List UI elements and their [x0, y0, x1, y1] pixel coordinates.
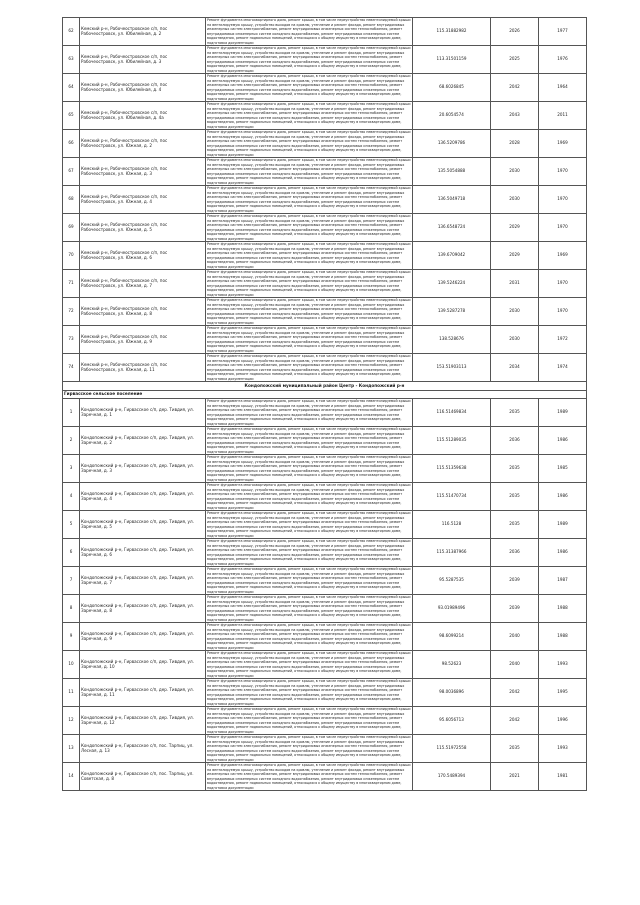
house-area: 115.51359638 — [413, 455, 491, 483]
repair-year: 2035 — [491, 455, 539, 483]
repair-year: 2025 — [491, 46, 539, 74]
build-year: 1988 — [539, 595, 587, 623]
table-row — [63, 242, 587, 270]
repair-year: 2036 — [491, 427, 539, 455]
house-area: 68.6026845 — [413, 74, 491, 102]
table-row — [63, 130, 587, 158]
table-row — [63, 483, 587, 511]
table-row — [63, 455, 587, 483]
table-row — [63, 102, 587, 130]
row-number: 72 — [63, 298, 80, 326]
build-year: 1989 — [539, 511, 587, 539]
repair-works: Ремонт фундамента многоквартирного дома, ремонт крыши, в том числе переустройство невентилируемой крыши на вентилируемую крышу, устройство выходов на кровлю, утепление и ремонт фасада, ремонт внутридомовых инженерных систем электроснабжения, ремонт внутридомовых инженерных систем теплоснабжения, ремонт внутридомовых инженерных систем холодного водоснабжения, ремонт внутридомовых инженерных систем водоотведения, ремонт подвальных помещений, относящихся к общему имуществу в многоквартирном доме, подготовка документации — [206, 567, 413, 595]
build-year: 1996 — [539, 707, 587, 735]
repair-works: Ремонт фундамента многоквартирного дома, ремонт крыши, в том числе переустройство невентилируемой крыши на вентилируемую крышу, устройство выходов на кровлю, утепление и ремонт фасада, ремонт внутридомовых инженерных систем электроснабжения, ремонт внутридомовых инженерных систем теплоснабжения, ремонт внутридомовых инженерных систем холодного водоснабжения, ремонт внутридомовых инженерных систем водоотведения, ремонт подвальных помещений, относящихся к общему имуществу в многоквартирном доме, подготовка документации — [206, 455, 413, 483]
row-number: 12 — [63, 707, 80, 735]
house-area: 139.5287278 — [413, 298, 491, 326]
house-area: 116.51469834 — [413, 399, 491, 427]
repair-works: Ремонт фундамента многоквартирного дома, ремонт крыши, в том числе переустройство невентилируемой крыши на вентилируемую крышу, устройство выходов на кровлю, утепление и ремонт фасада, ремонт внутридомовых инженерных систем электроснабжения, ремонт внутридомовых инженерных систем теплоснабжения, ремонт внутридомовых инженерных систем холодного водоснабжения, ремонт внутридомовых инженерных систем водоотведения, ремонт подвальных помещений, относящихся к общему имуществу в многоквартирном доме, подготовка документации — [206, 707, 413, 735]
build-year: 1993 — [539, 651, 587, 679]
repair-works: Ремонт фундамента многоквартирного дома, ремонт крыши, в том числе переустройство невентилируемой крыши на вентилируемую крышу, устройство выходов на кровлю, утепление и ремонт фасада, ремонт внутридомовых инженерных систем электроснабжения, ремонт внутридомовых инженерных систем теплоснабжения, ремонт внутридомовых инженерных систем холодного водоснабжения, ремонт внутридомовых инженерных систем водоотведения, ремонт подвальных помещений, относящихся к общему имуществу в многоквартирном доме, подготовка документации — [206, 595, 413, 623]
house-area: 136.5209786 — [413, 130, 491, 158]
repair-works: Ремонт фундамента многоквартирного дома, ремонт крыши, в том числе переустройство невентилируемой крыши на вентилируемую крышу, устройство выходов на кровлю, утепление и ремонт фасада, ремонт внутридомовых инженерных систем электроснабжения, ремонт внутридомовых инженерных систем теплоснабжения, ремонт внутридомовых инженерных систем холодного водоснабжения, ремонт внутридомовых инженерных систем водоотведения, ремонт подвальных помещений, относящихся к общему имуществу в многоквартирном доме, подготовка документации — [206, 427, 413, 455]
build-year: 1970 — [539, 270, 587, 298]
row-number: 73 — [63, 326, 80, 354]
row-number: 70 — [63, 242, 80, 270]
house-area: 20.6054574 — [413, 102, 491, 130]
row-number: 3 — [63, 455, 80, 483]
table-row — [63, 539, 587, 567]
house-area: 95.6056713 — [413, 707, 491, 735]
repair-works: Ремонт фундамента многоквартирного дома, ремонт крыши, в том числе переустройство невентилируемой крыши на вентилируемую крышу, устройство выходов на кровлю, утепление и ремонт фасада, ремонт внутридомовых инженерных систем электроснабжения, ремонт внутридомовых инженерных систем теплоснабжения, ремонт внутридомовых инженерных систем холодного водоснабжения, ремонт внутридомовых инженерных систем водоотведения, ремонт подвальных помещений, относящихся к общему имуществу в многоквартирном доме, подготовка документации — [206, 354, 413, 382]
house-address: Кондопожский р-н, Гирвасское с/п, дер. Тивдия, ул. Заречная, д. 4 — [80, 483, 206, 511]
build-year: 1972 — [539, 326, 587, 354]
row-number: 69 — [63, 214, 80, 242]
house-address: Кемский р-н, Рабочеостровское с/п, пос Рабочеостровск, ул. Южная, д. 4 — [80, 186, 206, 214]
table-row — [63, 763, 587, 791]
build-year: 1986 — [539, 483, 587, 511]
repair-works: Ремонт фундамента многоквартирного дома, ремонт крыши, в том числе переустройство невентилируемой крыши на вентилируемую крышу, устройство выходов на кровлю, утепление и ремонт фасада, ремонт внутридомовых инженерных систем электроснабжения, ремонт внутридомовых инженерных систем теплоснабжения, ремонт внутридомовых инженерных систем холодного водоснабжения, ремонт внутридомовых инженерных систем водоотведения, ремонт подвальных помещений, относящихся к общему имуществу в многоквартирном доме, подготовка документации — [206, 623, 413, 651]
build-year: 1976 — [539, 46, 587, 74]
row-number: 11 — [63, 679, 80, 707]
build-year: 1993 — [539, 735, 587, 763]
build-year: 1995 — [539, 679, 587, 707]
repair-works: Ремонт фундамента многоквартирного дома, ремонт крыши, в том числе переустройство невентилируемой крыши на вентилируемую крышу, устройство выходов на кровлю, утепление и ремонт фасада, ремонт внутридомовых инженерных систем электроснабжения, ремонт внутридомовых инженерных систем теплоснабжения, ремонт внутридомовых инженерных систем холодного водоснабжения, ремонт внутридомовых инженерных систем водоотведения, ремонт подвальных помещений, относящихся к общему имуществу в многоквартирном доме, подготовка документации — [206, 46, 413, 74]
row-number: 1 — [63, 399, 80, 427]
build-year: 1986 — [539, 427, 587, 455]
house-address: Кемский р-н, Рабочеостровское с/п, пос Рабочеостровск, ул. Южная, д. 3 — [80, 158, 206, 186]
subsection-header-row — [63, 391, 587, 399]
row-number: 67 — [63, 158, 80, 186]
house-area: 139.6709042 — [413, 242, 491, 270]
house-address: Кондопожский р-н, Гирвасское с/п, дер. Тивдия, ул. Заречная, д. 1 — [80, 399, 206, 427]
repair-works: Ремонт фундамента многоквартирного дома, ремонт крыши, в том числе переустройство невентилируемой крыши на вентилируемую крышу, устройство выходов на кровлю, утепление и ремонт фасада, ремонт внутридомовых инженерных систем электроснабжения, ремонт внутридомовых инженерных систем теплоснабжения, ремонт внутридомовых инженерных систем холодного водоснабжения, ремонт внутридомовых инженерных систем водоотведения, ремонт подвальных помещений, относящихся к общему имуществу в многоквартирном доме, подготовка документации — [206, 74, 413, 102]
repair-year: 2035 — [491, 483, 539, 511]
table-group-kemsky — [63, 18, 587, 382]
table-row — [63, 186, 587, 214]
repair-year: 2035 — [491, 511, 539, 539]
row-number: 4 — [63, 483, 80, 511]
row-number: 8 — [63, 595, 80, 623]
row-number: 13 — [63, 735, 80, 763]
house-address: Кондопожский р-н, Гирвасское с/п, дер. Тивдия, ул. Заречная, д. 2 — [80, 427, 206, 455]
repair-works: Ремонт фундамента многоквартирного дома, ремонт крыши, в том числе переустройство невентилируемой крыши на вентилируемую крышу, устройство выходов на кровлю, утепление и ремонт фасада, ремонт внутридомовых инженерных систем электроснабжения, ремонт внутридомовых инженерных систем теплоснабжения, ремонт внутридомовых инженерных систем холодного водоснабжения, ремонт внутридомовых инженерных систем водоотведения, ремонт подвальных помещений, относящихся к общему имуществу в многоквартирном доме, подготовка документации — [206, 679, 413, 707]
repair-works: Ремонт фундамента многоквартирного дома, ремонт крыши, в том числе переустройство невентилируемой крыши на вентилируемую крышу, устройство выходов на кровлю, утепление и ремонт фасада, ремонт внутридомовых инженерных систем электроснабжения, ремонт внутридомовых инженерных систем теплоснабжения, ремонт внутридомовых инженерных систем холодного водоснабжения, ремонт внутридомовых инженерных систем водоотведения, ремонт подвальных помещений, относящихся к общему имуществу в многоквартирном доме, подготовка документации — [206, 326, 413, 354]
table-row — [63, 511, 587, 539]
repair-works: Ремонт фундамента многоквартирного дома, ремонт крыши, в том числе переустройство невентилируемой крыши на вентилируемую крышу, устройство выходов на кровлю, утепление и ремонт фасада, ремонт внутридомовых инженерных систем электроснабжения, ремонт внутридомовых инженерных систем теплоснабжения, ремонт внутридомовых инженерных систем холодного водоснабжения, ремонт внутридомовых инженерных систем водоотведения, ремонт подвальных помещений, относящихся к общему имуществу в многоквартирном доме, подготовка документации — [206, 651, 413, 679]
repair-year: 2042 — [491, 679, 539, 707]
repair-works: Ремонт фундамента многоквартирного дома, ремонт крыши, в том числе переустройство невентилируемой крыши на вентилируемую крышу, устройство выходов на кровлю, утепление и ремонт фасада, ремонт внутридомовых инженерных систем электроснабжения, ремонт внутридомовых инженерных систем теплоснабжения, ремонт внутридомовых инженерных систем холодного водоснабжения, ремонт внутридомовых инженерных систем водоотведения, ремонт подвальных помещений, относящихся к общему имуществу в многоквартирном доме, подготовка документации — [206, 242, 413, 270]
table-row — [63, 399, 587, 427]
build-year: 1981 — [539, 763, 587, 791]
repair-year: 2029 — [491, 214, 539, 242]
repair-works: Ремонт фундамента многоквартирного дома, ремонт крыши, в том числе переустройство невентилируемой крыши на вентилируемую крышу, устройство выходов на кровлю, утепление и ремонт фасада, ремонт внутридомовых инженерных систем электроснабжения, ремонт внутридомовых инженерных систем теплоснабжения, ремонт внутридомовых инженерных систем холодного водоснабжения, ремонт внутридомовых инженерных систем водоотведения, ремонт подвальных помещений, относящихся к общему имуществу в многоквартирном доме, подготовка документации — [206, 511, 413, 539]
repair-works: Ремонт фундамента многоквартирного дома, ремонт крыши, в том числе переустройство невентилируемой крыши на вентилируемую крышу, устройство выходов на кровлю, утепление и ремонт фасада, ремонт внутридомовых инженерных систем электроснабжения, ремонт внутридомовых инженерных систем теплоснабжения, ремонт внутридомовых инженерных систем холодного водоснабжения, ремонт внутридомовых инженерных систем водоотведения, ремонт подвальных помещений, относящихся к общему имуществу в многоквартирном доме, подготовка документации — [206, 298, 413, 326]
house-address: Кондопожский р-н, Гирвасское с/п, дер. Тивдия, ул. Заречная, д. 9 — [80, 623, 206, 651]
house-address: Кондопожский р-н, Гирвасское с/п, дер. Тивдия, ул. Заречная, д. 8 — [80, 595, 206, 623]
table-section-headers — [63, 382, 587, 399]
section-header-row — [63, 382, 587, 391]
build-year: 1970 — [539, 186, 587, 214]
house-area: 136.5049718 — [413, 186, 491, 214]
subsection-title: Гирвасское сельское поселение — [63, 391, 587, 399]
repair-year: 2039 — [491, 595, 539, 623]
repair-year: 2039 — [491, 567, 539, 595]
repair-works: Ремонт фундамента многоквартирного дома, ремонт крыши, в том числе переустройство невентилируемой крыши на вентилируемую крышу, устройство выходов на кровлю, утепление и ремонт фасада, ремонт внутридомовых инженерных систем электроснабжения, ремонт внутридомовых инженерных систем теплоснабжения, ремонт внутридомовых инженерных систем холодного водоснабжения, ремонт внутридомовых инженерных систем водоотведения, ремонт подвальных помещений, относящихся к общему имуществу в многоквартирном доме, подготовка документации — [206, 399, 413, 427]
build-year: 1969 — [539, 242, 587, 270]
repair-works: Ремонт фундамента многоквартирного дома, ремонт крыши, в том числе переустройство невентилируемой крыши на вентилируемую крышу, устройство выходов на кровлю, утепление и ремонт фасада, ремонт внутридомовых инженерных систем электроснабжения, ремонт внутридомовых инженерных систем теплоснабжения, ремонт внутридомовых инженерных систем холодного водоснабжения, ремонт внутридомовых инженерных систем водоотведения, ремонт подвальных помещений, относящихся к общему имуществу в многоквартирном доме, подготовка документации — [206, 102, 413, 130]
house-area: 116.5128 — [413, 511, 491, 539]
repair-year: 2035 — [491, 399, 539, 427]
row-number: 65 — [63, 102, 80, 130]
program-table-page — [62, 17, 586, 791]
row-number: 7 — [63, 567, 80, 595]
house-address: Кондопожский р-н, Гирвасское с/п, дер. Тивдия, ул. Заречная, д. 6 — [80, 539, 206, 567]
repair-works: Ремонт фундамента многоквартирного дома, ремонт крыши, в том числе переустройство невентилируемой крыши на вентилируемую крышу, устройство выходов на кровлю, утепление и ремонт фасада, ремонт внутридомовых инженерных систем электроснабжения, ремонт внутридомовых инженерных систем теплоснабжения, ремонт внутридомовых инженерных систем холодного водоснабжения, ремонт внутридомовых инженерных систем водоотведения, ремонт подвальных помещений, относящихся к общему имуществу в многоквартирном доме, подготовка документации — [206, 130, 413, 158]
house-address: Кемский р-н, Рабочеостровское с/п, пос Рабочеостровск, ул. Южная, д. 2 — [80, 130, 206, 158]
table-row — [63, 326, 587, 354]
build-year: 1986 — [539, 539, 587, 567]
table-row — [63, 679, 587, 707]
repair-year: 2030 — [491, 326, 539, 354]
build-year: 2011 — [539, 102, 587, 130]
house-address: Кондопожский р-н, Гирвасское с/п, дер. Тивдия, ул. Заречная, д. 5 — [80, 511, 206, 539]
build-year: 1987 — [539, 567, 587, 595]
house-address: Кемский р-н, Рабочеостровское с/п, пос Рабочеостровск, ул. Южная, д. 6 — [80, 242, 206, 270]
repair-works: Ремонт фундамента многоквартирного дома, ремонт крыши, в том числе переустройство невентилируемой крыши на вентилируемую крышу, устройство выходов на кровлю, утепление и ремонт фасада, ремонт внутридомовых инженерных систем электроснабжения, ремонт внутридомовых инженерных систем теплоснабжения, ремонт внутридомовых инженерных систем холодного водоснабжения, ремонт внутридомовых инженерных систем водоотведения, ремонт подвальных помещений, относящихся к общему имуществу в многоквартирном доме, подготовка документации — [206, 763, 413, 791]
house-address: Кондопожский р-н, Гирвасское с/п, дер. Тивдия, ул. Заречная, д. 7 — [80, 567, 206, 595]
row-number: 14 — [63, 763, 80, 791]
table-row — [63, 623, 587, 651]
row-number: 66 — [63, 130, 80, 158]
house-area: 98.52623 — [413, 651, 491, 679]
build-year: 1985 — [539, 455, 587, 483]
row-number: 9 — [63, 623, 80, 651]
row-number: 63 — [63, 46, 80, 74]
table-row — [63, 427, 587, 455]
repair-year: 2040 — [491, 651, 539, 679]
house-area: 95.5287535 — [413, 567, 491, 595]
repair-works: Ремонт фундамента многоквартирного дома, ремонт крыши, в том числе переустройство невентилируемой крыши на вентилируемую крышу, устройство выходов на кровлю, утепление и ремонт фасада, ремонт внутридомовых инженерных систем электроснабжения, ремонт внутридомовых инженерных систем теплоснабжения, ремонт внутридомовых инженерных систем холодного водоснабжения, ремонт внутридомовых инженерных систем водоотведения, ремонт подвальных помещений, относящихся к общему имуществу в многоквартирном доме, подготовка документации — [206, 158, 413, 186]
house-address: Кондопожский р-н, Гирвасское с/п, дер. Тивдия, ул. Заречная, д. 3 — [80, 455, 206, 483]
program-table — [62, 17, 587, 791]
build-year: 1977 — [539, 18, 587, 46]
house-address: Кемский р-н, Рабочеостровское с/п, пос Рабочеостровск, ул. Юбилейная, д. 4 — [80, 74, 206, 102]
repair-year: 2029 — [491, 242, 539, 270]
table-row — [63, 270, 587, 298]
house-address: Кемский р-н, Рабочеостровское с/п, пос Рабочеостровск, ул. Юбилейная, д. 3 — [80, 46, 206, 74]
table-row — [63, 298, 587, 326]
repair-year: 2021 — [491, 763, 539, 791]
repair-works: Ремонт фундамента многоквартирного дома, ремонт крыши, в том числе переустройство невентилируемой крыши на вентилируемую крышу, устройство выходов на кровлю, утепление и ремонт фасада, ремонт внутридомовых инженерных систем электроснабжения, ремонт внутридомовых инженерных систем теплоснабжения, ремонт внутридомовых инженерных систем холодного водоснабжения, ремонт внутридомовых инженерных систем водоотведения, ремонт подвальных помещений, относящихся к общему имуществу в многоквартирном доме, подготовка документации — [206, 186, 413, 214]
table-row — [63, 735, 587, 763]
house-address: Кемский р-н, Рабочеостровское с/п, пос Рабочеостровск, ул. Южная, д. 8 — [80, 298, 206, 326]
house-area: 138.528676 — [413, 326, 491, 354]
table-row — [63, 214, 587, 242]
repair-year: 2035 — [491, 735, 539, 763]
repair-works: Ремонт фундамента многоквартирного дома, ремонт крыши, в том числе переустройство невентилируемой крыши на вентилируемую крышу, устройство выходов на кровлю, утепление и ремонт фасада, ремонт внутридомовых инженерных систем электроснабжения, ремонт внутридомовых инженерных систем теплоснабжения, ремонт внутридомовых инженерных систем холодного водоснабжения, ремонт внутридомовых инженерных систем водоотведения, ремонт подвальных помещений, относящихся к общему имуществу в многоквартирном доме, подготовка документации — [206, 214, 413, 242]
house-area: 136.6548724 — [413, 214, 491, 242]
row-number: 5 — [63, 511, 80, 539]
row-number: 74 — [63, 354, 80, 382]
repair-works: Ремонт фундамента многоквартирного дома, ремонт крыши, в том числе переустройство невентилируемой крыши на вентилируемую крышу, устройство выходов на кровлю, утепление и ремонт фасада, ремонт внутридомовых инженерных систем электроснабжения, ремонт внутридомовых инженерных систем теплоснабжения, ремонт внутридомовых инженерных систем холодного водоснабжения, ремонт внутридомовых инженерных систем водоотведения, ремонт подвальных помещений, относящихся к общему имуществу в многоквартирном доме, подготовка документации — [206, 483, 413, 511]
build-year: 1970 — [539, 158, 587, 186]
repair-year: 2030 — [491, 186, 539, 214]
house-area: 98.0036896 — [413, 679, 491, 707]
repair-year: 2030 — [491, 298, 539, 326]
build-year: 1964 — [539, 74, 587, 102]
house-address: Кондопожский р-н, Гирвасское с/п, дер. Тивдия, ул. Заречная, д. 12 — [80, 707, 206, 735]
row-number: 68 — [63, 186, 80, 214]
repair-works: Ремонт фундамента многоквартирного дома, ремонт крыши, в том числе переустройство невентилируемой крыши на вентилируемую крышу, устройство выходов на кровлю, утепление и ремонт фасада, ремонт внутридомовых инженерных систем электроснабжения, ремонт внутридомовых инженерных систем теплоснабжения, ремонт внутридомовых инженерных систем холодного водоснабжения, ремонт внутридомовых инженерных систем водоотведения, ремонт подвальных помещений, относящихся к общему имуществу в многоквартирном доме, подготовка документации — [206, 270, 413, 298]
house-address: Кондопожский р-н, Гирвасское с/п, пос. Тарпиц, ул. Советская, д. 8 — [80, 763, 206, 791]
house-address: Кемский р-н, Рабочеостровское с/п, пос Рабочеостровск, ул. Юбилейная, д. 2 — [80, 18, 206, 46]
table-row — [63, 18, 587, 46]
build-year: 1970 — [539, 214, 587, 242]
repair-year: 2036 — [491, 539, 539, 567]
house-area: 98.6099214 — [413, 623, 491, 651]
table-row — [63, 595, 587, 623]
house-area: 115.31387966 — [413, 539, 491, 567]
table-row — [63, 567, 587, 595]
table-row — [63, 46, 587, 74]
repair-works: Ремонт фундамента многоквартирного дома, ремонт крыши, в том числе переустройство невентилируемой крыши на вентилируемую крышу, устройство выходов на кровлю, утепление и ремонт фасада, ремонт внутридомовых инженерных систем электроснабжения, ремонт внутридомовых инженерных систем теплоснабжения, ремонт внутридомовых инженерных систем холодного водоснабжения, ремонт внутридомовых инженерных систем водоотведения, ремонт подвальных помещений, относящихся к общему имуществу в многоквартирном доме, подготовка документации — [206, 539, 413, 567]
house-area: 115.31882982 — [413, 18, 491, 46]
repair-year: 2030 — [491, 158, 539, 186]
house-area: 93.01989496 — [413, 595, 491, 623]
section-title: Кондопожский муниципальный район Центр - Кондопожский р-н — [63, 382, 587, 391]
house-area: 139.5246224 — [413, 270, 491, 298]
row-number: 10 — [63, 651, 80, 679]
repair-year: 2028 — [491, 130, 539, 158]
house-address: Кемский р-н, Рабочеостровское с/п, пос Рабочеостровск, ул. Южная, д. 7 — [80, 270, 206, 298]
house-address: Кондопожский р-н, Гирвасское с/п, пос. Тарпиц, ул. Лесная, д. 13 — [80, 735, 206, 763]
table-row — [63, 707, 587, 735]
house-area: 115.51972558 — [413, 735, 491, 763]
house-address: Кондопожский р-н, Гирвасское с/п, дер. Тивдия, ул. Заречная, д. 11 — [80, 679, 206, 707]
repair-year: 2026 — [491, 18, 539, 46]
row-number: 71 — [63, 270, 80, 298]
repair-works: Ремонт фундамента многоквартирного дома, ремонт крыши, в том числе переустройство невентилируемой крыши на вентилируемую крышу, устройство выходов на кровлю, утепление и ремонт фасада, ремонт внутридомовых инженерных систем электроснабжения, ремонт внутридомовых инженерных систем теплоснабжения, ремонт внутридомовых инженерных систем холодного водоснабжения, ремонт внутридомовых инженерных систем водоотведения, ремонт подвальных помещений, относящихся к общему имуществу в многоквартирном доме, подготовка документации — [206, 735, 413, 763]
table-row — [63, 158, 587, 186]
table-row — [63, 651, 587, 679]
house-area: 115.51289035 — [413, 427, 491, 455]
repair-year: 2031 — [491, 270, 539, 298]
house-address: Кемский р-н, Рабочеостровское с/п, пос Рабочеостровск, ул. Южная, д. 9 — [80, 326, 206, 354]
table-row — [63, 74, 587, 102]
build-year: 1989 — [539, 399, 587, 427]
table-row — [63, 354, 587, 382]
repair-year: 2042 — [491, 707, 539, 735]
repair-year: 2043 — [491, 102, 539, 130]
house-address: Кемский р-н, Рабочеостровское с/п, пос Рабочеостровск, ул. Южная, д. 11 — [80, 354, 206, 382]
house-area: 113.31501159 — [413, 46, 491, 74]
repair-year: 2034 — [491, 354, 539, 382]
build-year: 1974 — [539, 354, 587, 382]
table-group-kondopozhsky — [63, 399, 587, 791]
house-area: 170.5489394 — [413, 763, 491, 791]
house-area: 115.51470734 — [413, 483, 491, 511]
repair-works: Ремонт фундамента многоквартирного дома, ремонт крыши, в том числе переустройство невентилируемой крыши на вентилируемую крышу, устройство выходов на кровлю, утепление и ремонт фасада, ремонт внутридомовых инженерных систем электроснабжения, ремонт внутридомовых инженерных систем теплоснабжения, ремонт внутридомовых инженерных систем холодного водоснабжения, ремонт внутридомовых инженерных систем водоотведения, ремонт подвальных помещений, относящихся к общему имуществу в многоквартирном доме, подготовка документации — [206, 18, 413, 46]
house-address: Кемский р-н, Рабочеостровское с/п, пос Рабочеостровск, ул. Юбилейная, д. 4а — [80, 102, 206, 130]
build-year: 1988 — [539, 623, 587, 651]
row-number: 2 — [63, 427, 80, 455]
row-number: 62 — [63, 18, 80, 46]
repair-year: 2040 — [491, 623, 539, 651]
row-number: 6 — [63, 539, 80, 567]
build-year: 1969 — [539, 130, 587, 158]
row-number: 64 — [63, 74, 80, 102]
repair-year: 2042 — [491, 74, 539, 102]
house-address: Кемский р-н, Рабочеостровское с/п, пос Рабочеостровск, ул. Южная, д. 5 — [80, 214, 206, 242]
house-area: 153.51903113 — [413, 354, 491, 382]
house-address: Кондопожский р-н, Гирвасское с/п, дер. Тивдия, ул. Заречная, д. 10 — [80, 651, 206, 679]
house-area: 135.5054888 — [413, 158, 491, 186]
build-year: 1970 — [539, 298, 587, 326]
